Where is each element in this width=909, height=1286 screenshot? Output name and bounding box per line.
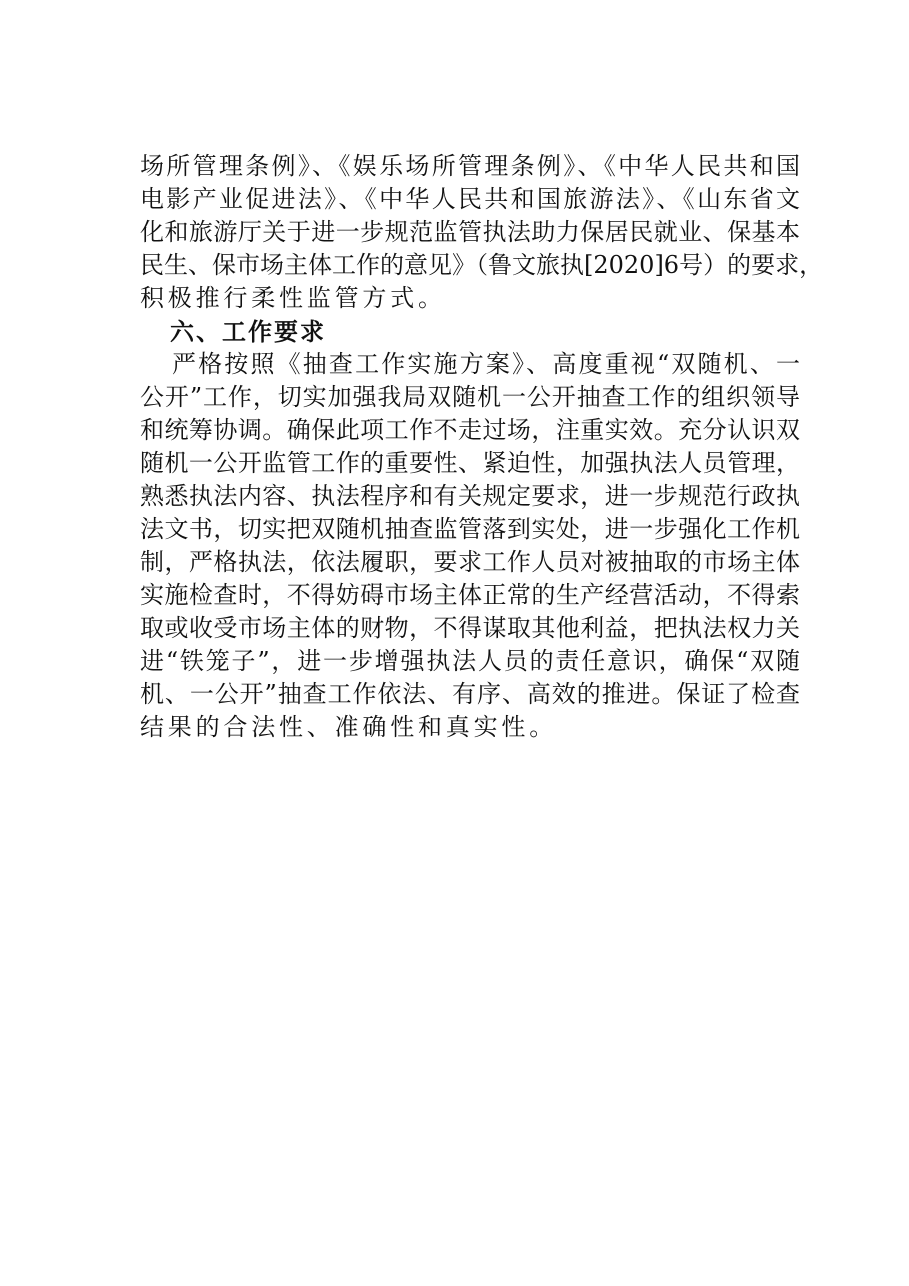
text-line: 场所管理条例》、《娱乐场所管理条例》、《中华人民共和国 bbox=[140, 152, 800, 180]
text-line: 进“铁笼子”，进一步增强执法人员的责任意识，确保“双随 bbox=[140, 647, 800, 675]
text-line: 公开”工作，切实加强我局双随机一公开抽查工作的组织领导 bbox=[140, 383, 800, 411]
text-line: 熟悉执法内容、执法程序和有关规定要求，进一步规范行政执 bbox=[140, 482, 800, 510]
text-line: 结果的合法性、准确性和真实性。 bbox=[140, 713, 557, 741]
text-line: 随机一公开监管工作的重要性、紧迫性，加强执法人员管理， bbox=[140, 449, 800, 477]
text-line: 和统筹协调。确保此项工作不走过场，注重实效。充分认识双 bbox=[140, 416, 800, 444]
text-line: 法文书，切实把双随机抽查监管落到实处，进一步强化工作机 bbox=[140, 515, 800, 543]
text-line: 积极推行柔性监管方式。 bbox=[140, 284, 446, 312]
text-line: 电影产业促进法》、《中华人民共和国旅游法》、《山东省文 bbox=[140, 185, 800, 213]
text-line: 严格按照《抽查工作实施方案》、高度重视“双随机、一 bbox=[172, 350, 800, 378]
text-line: 化和旅游厅关于进一步规范监管执法助力保居民就业、保基本 bbox=[140, 218, 800, 246]
document-body bbox=[140, 150, 824, 744]
paragraph-regulations bbox=[140, 150, 824, 315]
text-line: 取或收受市场主体的财物，不得谋取其他利益，把执法权力关 bbox=[140, 614, 800, 642]
section-heading: 六、工作要求 bbox=[170, 317, 326, 346]
text-line: 实施检查时，不得妨碍市场主体正常的生产经营活动，不得索 bbox=[140, 581, 800, 609]
text-line: 制，严格执法，依法履职，要求工作人员对被抽取的市场主体 bbox=[140, 548, 800, 576]
text-line: 民生、保市场主体工作的意见》（鲁文旅执[2020]6号）的要求， bbox=[140, 251, 824, 279]
paragraph-work-requirements bbox=[140, 348, 800, 744]
text-line: 机、一公开”抽查工作依法、有序、高效的推进。保证了检查 bbox=[140, 680, 800, 708]
